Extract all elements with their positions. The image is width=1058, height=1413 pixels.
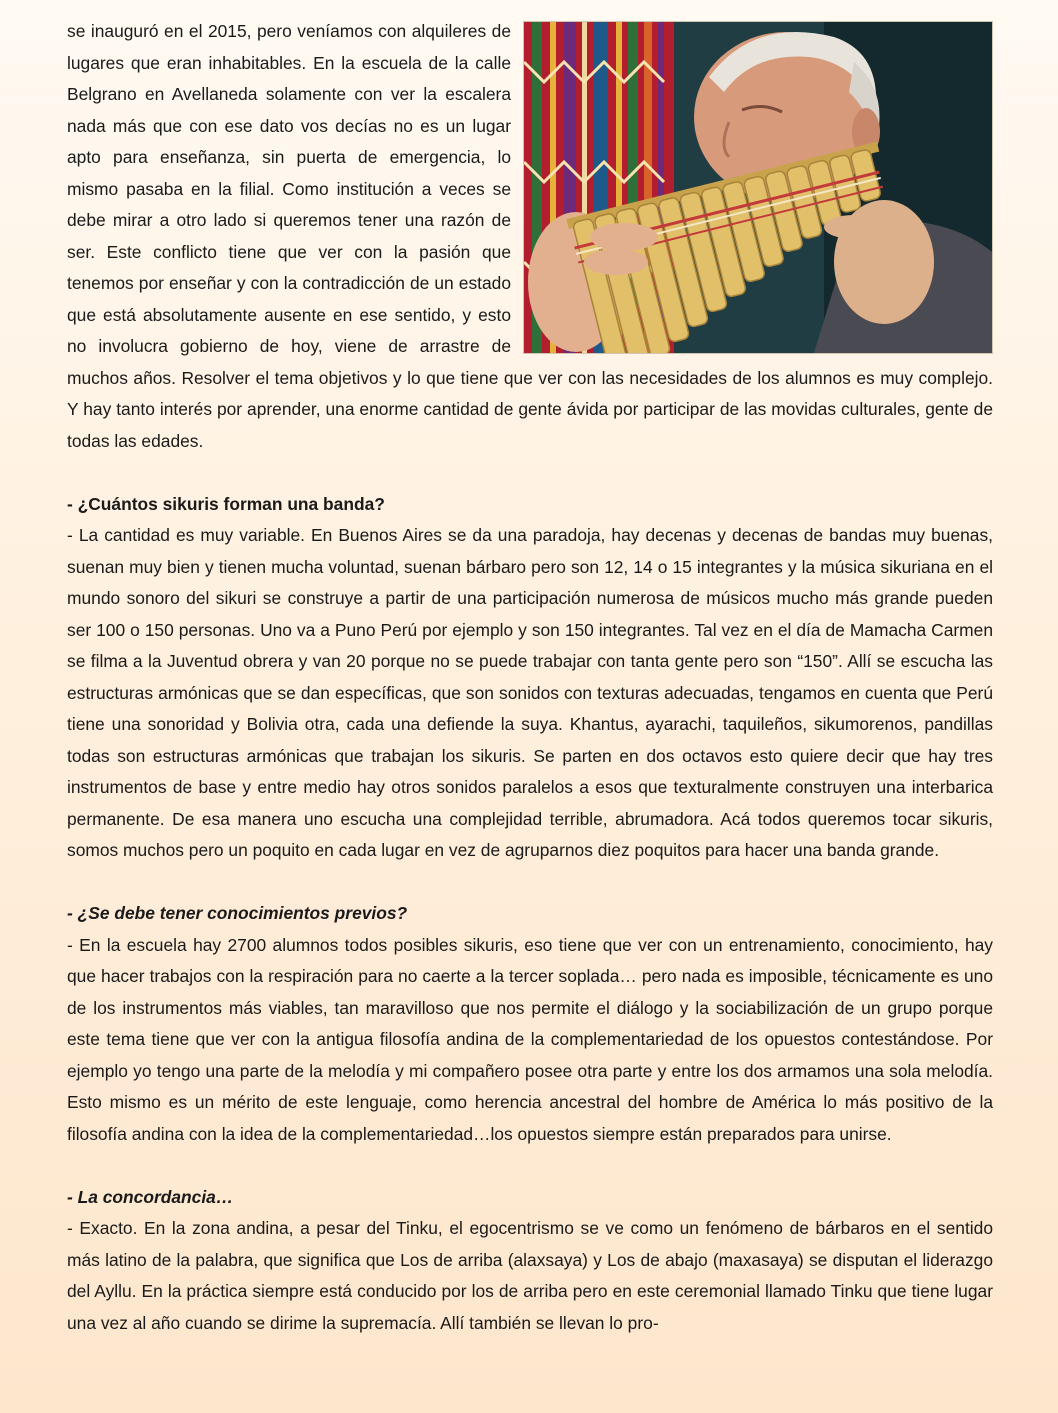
photo-panpipe-image [524, 22, 992, 353]
intro-paragraph: se inauguró en el 2015, pero veníamos con alquileres de lugares que eran inhabitables. En la escuela de la calle Belgrano en Avellaneda solamente con ver la escalera nada más que con ese dato vos decías no es un lugar apto para enseñanza, sin puerta de emergencia, lo mismo pasaba en la filial. Como institución a veces se debe mirar a otro lado si queremos tener una razón de ser. Este conflicto tiene que ver con la pasión que tenemos por enseñar y con la contradicción de un estado que está absolutamente ausente en ese sentido, y esto no involucra gobierno de hoy, viene de arrastre de muchos años. Resolver el tema objetivos y lo que tiene que ver con las necesidades de los alumnos es muy complejo. Y hay tanto interés por aprender, una enorme cantidad de gente ávida por participar de las movidas culturales, gente de todas las edades. [67, 21, 993, 451]
article-column [67, 16, 993, 1339]
answer-paragraph: - En la escuela hay 2700 alumnos todos posibles sikuris, eso tiene que ver con un entrenamiento, conocimiento, hay que hacer trabajos con la respiración para no caerte a la tercer soplada… pero nada es imposible, técnicamente es uno de los instrumentos más viables, tan maravilloso que nos permite el diálogo y la sociabilización de un grupo porque este tema tiene que ver con la antigua filosofía andina de la complementariedad de los opuestos contestándose. Por ejemplo yo tengo una parte de la melodía y mi compañero posee otra parte y entre los dos armamos una sola melodía. Esto mismo es un mérito de este lenguaje, como herencia ancestral del hombre de América lo más positivo de la filosofía andina con la idea de la complementariedad…los opuestos siempre están preparados para unirse. [67, 934, 993, 1144]
section-spacer [67, 867, 993, 899]
photo-panpipe-player [523, 21, 993, 354]
answer-paragraph: - La cantidad es muy variable. En Buenos Aires se da una paradoja, hay decenas y decenas de bandas muy buenas, suenan muy bien y tienen mucha voluntad, suenan bárbaro pero son 12, 14 o 15 integrantes y la música sikuriana en el mundo sonoro del sikuri se construye a partir de una participación numerosa de músicos mucho más grande pueden ser 100 o 150 personas. Uno va a Puno Perú por ejemplo y son 150 integrantes. Tal vez en el día de Mamacha Carmen se filma a la Juventud obrera y van 20 porque no se puede trabajar con tanta gente pero son “150”. Allí se escucha las estructuras armónicas que se dan específicas, que son sonidos con texturas adecuadas, tengamos en cuenta que Perú tiene una sonoridad y Bolivia otra, cada una defiende la suya. Khantus, ayarachi, taquileños, sikumorenos, pandillas todas son estructuras armónicas que trabajan los sikuris. Se parten en dos octavos esto quiere decir que hay tres instrumentos de base y entre medio hay otros sonidos paralelos a esos que texturalmente construyen una interbarica permanente. De esa manera uno escucha una complejidad terrible, abrumadora. Acá todos queremos tocar sikuris, somos muchos pero un poquito en cada lugar en vez de agruparnos diez poquitos para hacer una banda grande. [67, 525, 993, 860]
question-heading: - La concordancia… [67, 1186, 234, 1207]
answer-paragraph: - Exacto. En la zona andina, a pesar del Tinku, el egocentrismo se ve como un fenómeno de bárbaros en el sentido más latino de la palabra, que significa que Los de arriba (alaxsaya) y Los de abajo (maxasaya) se disputan el liderazgo del Ayllu. En la práctica siempre está conducido por los de arriba pero en este ceremonial llamado Tinku que tiene lugar una vez al año cuando se dirime la supremacía. Allí también se llevan lo pro- [67, 1218, 993, 1333]
section-spacer [67, 1150, 993, 1182]
section-spacer [67, 457, 993, 489]
question-heading: - ¿Se debe tener conocimientos previos? [67, 903, 408, 923]
question-heading: - ¿Cuántos sikuris forman una banda? [67, 493, 385, 514]
